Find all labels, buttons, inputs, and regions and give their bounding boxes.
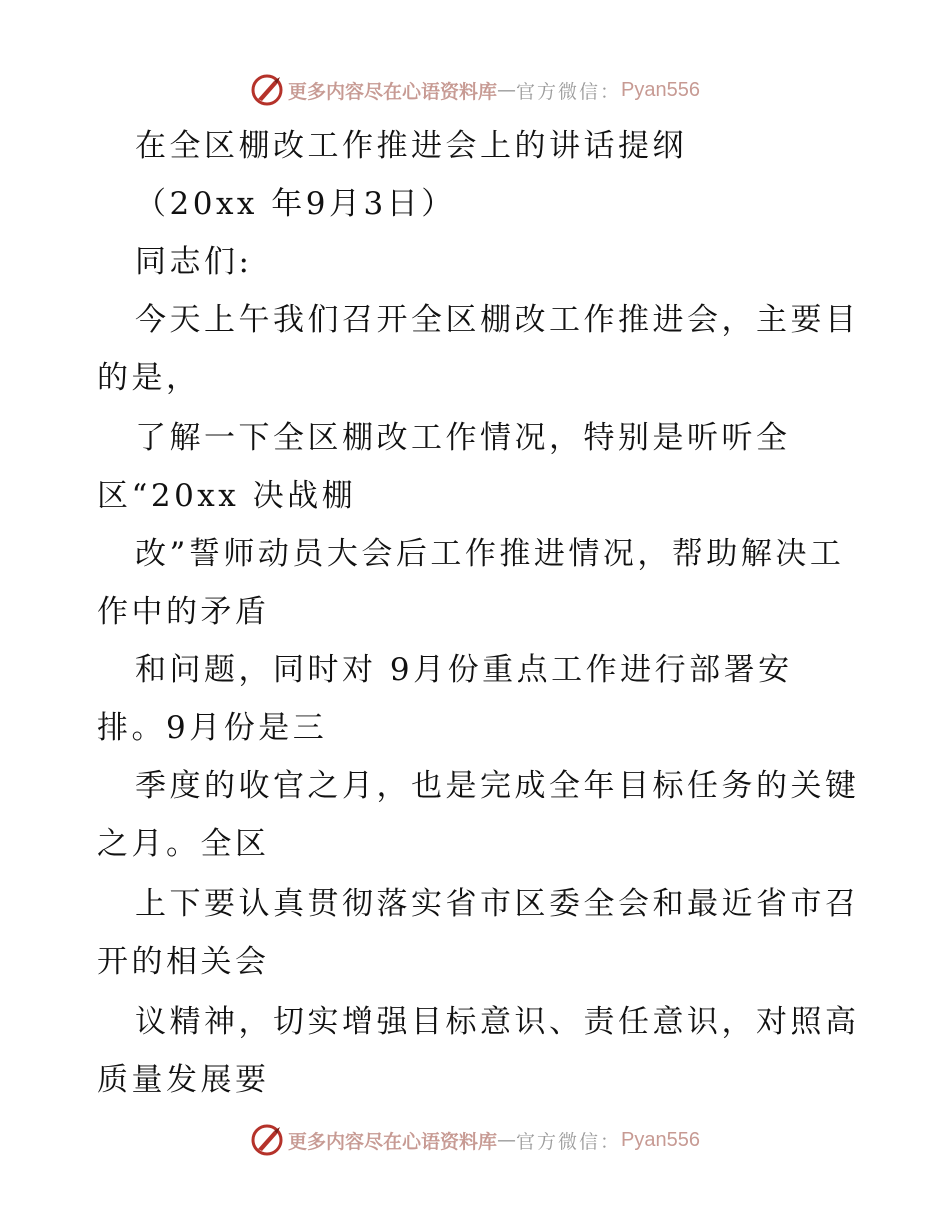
- quill-logo-icon: [250, 1123, 284, 1157]
- paragraph-line: 和问题，同时对 9月份重点工作进行部署安: [135, 652, 793, 688]
- wechat-id: Pyan556: [621, 1128, 700, 1151]
- wechat-label: 官方微信：: [516, 1130, 622, 1153]
- header-banner: [0, 70, 950, 110]
- salutation: 同志们:: [135, 244, 253, 280]
- paragraph-line: 季度的收官之月，也是完成全年目标任务的关键: [135, 768, 860, 804]
- wechat-id: Pyan556: [621, 78, 700, 101]
- document-date: （20xx 年9月3日）: [135, 186, 456, 222]
- document-title: 在全区棚改工作推进会上的讲话提纲: [135, 128, 687, 164]
- banner-text: 更多内容尽在心语资料库: [288, 80, 498, 103]
- paragraph-line: 改”誓师动员大会后工作推进情况，帮助解决工: [135, 536, 845, 572]
- banner-dash: —: [497, 1129, 517, 1151]
- footer-banner: [0, 1120, 950, 1160]
- paragraph-line: 了解一下全区棚改工作情况，特别是听听全: [135, 420, 791, 456]
- wechat-label: 官方微信：: [516, 80, 622, 103]
- paragraph-line: 区“20xx 决战棚: [97, 478, 357, 514]
- paragraph-line: 作中的矛盾: [97, 594, 270, 630]
- paragraph-line: 的是，: [97, 360, 201, 396]
- paragraph-line: 开的相关会: [97, 944, 270, 980]
- paragraph-line: 今天上午我们召开全区棚改工作推进会，主要目: [135, 302, 860, 338]
- quill-logo-icon: [250, 73, 284, 107]
- paragraph-line: 之月。全区: [97, 826, 270, 862]
- paragraph-line: 排。9月份是三: [97, 710, 328, 746]
- banner-text: 更多内容尽在心语资料库: [288, 1130, 498, 1153]
- paragraph-line: 上下要认真贯彻落实省市区委全会和最近省市召: [135, 886, 860, 922]
- paragraph-line: 议精神，切实增强目标意识、责任意识，对照高: [135, 1004, 860, 1040]
- paragraph-line: 质量发展要: [97, 1062, 270, 1098]
- banner-dash: —: [497, 79, 517, 101]
